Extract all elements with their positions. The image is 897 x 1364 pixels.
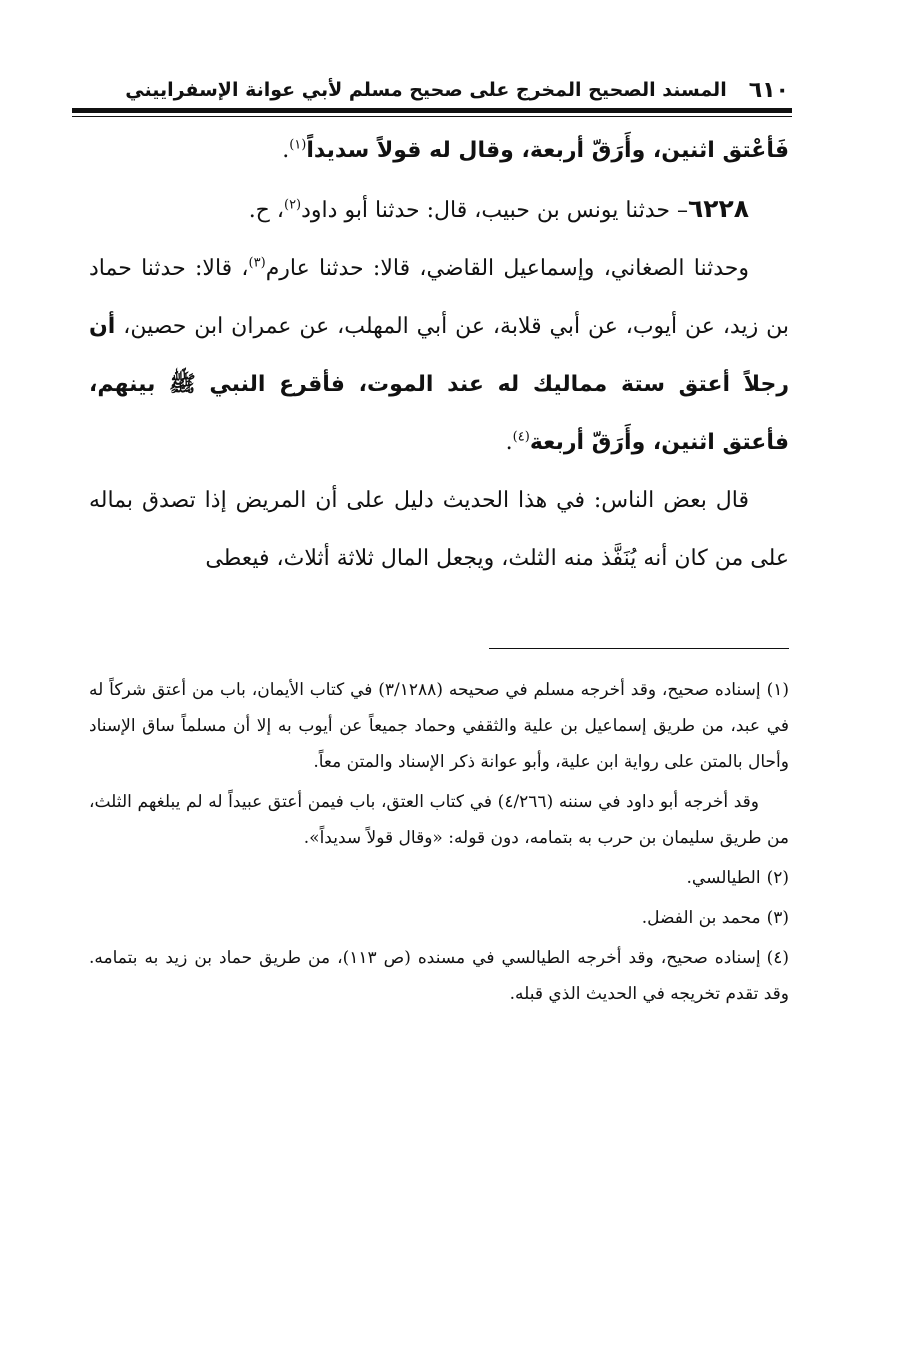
footnote-3-text: محمد بن الفضل. [641,908,761,928]
footnote-1-continuation: وقد أخرجه أبو داود في سننه (٤/٢٦٦) في كتاب العتق، باب فيمن أعتق عبيداً له لم يبلغهم الثلث، من طريق سليمان بن حرب به بتمامه، دون قوله: «وقال قولاً سديداً». [89,792,789,848]
footnote-3-label: (٣) [766,908,789,928]
paragraph-3-bold: أن رجلاً أعتق ستة مماليك له عند الموت، فأقرع النبي ﷺ بينهم، فأعتق اثنين، وأَرَقّ أربعة [89,314,789,455]
footnote-separator [489,648,789,649]
paragraph-3-text-b: ، قالا: حدثنا حماد بن زيد، عن أيوب، عن أبي قلابة، عن أبي المهلب، عن عمران ابن حصين، [89,256,789,339]
footnote-4-label: (٤) [766,948,789,968]
footnote-2-text: الطيالسي. [686,868,761,888]
footnote-1-label: (١) [766,680,789,700]
footnote-3 [89,900,789,936]
footnote-1 [89,672,789,780]
footnote-1-text: إسناده صحيح، وقد أخرجه مسلم في صحيحه (٣/١٢٨٨) في كتاب الأيمان، باب من أعتق شركاً له في عبد، من طريق إسماعيل بن علية والثقفي وحماد جميعاً عن أيوب به إلا أن مسلماً ساق الإسناد وأحال بالمتن على رواية ابن علية، وأبو عوانة ذكر الإسناد والمتن معاً. [89,680,789,772]
running-title: المسند الصحيح المخرج على صحيح مسلم لأبي عوانة الإسفراييني [125,79,727,101]
footnotes [89,672,789,1016]
paragraph-3-end: . [505,430,513,455]
footnote-ref-2: (٢) [283,197,302,213]
paragraph-1 [89,122,789,180]
paragraph-1-end: . [282,138,290,163]
main-text [89,122,789,588]
footnote-ref-3: (٣) [248,255,266,271]
paragraph-4: قال بعض الناس: في هذا الحديث دليل على أن المريض إذا تصدق بماله على من كان أنه يُنَفَّذ منه الثلث، ويجعل المال ثلاثة أثلاث، فيعطى [89,488,789,571]
page-header [99,72,789,108]
footnote-ref-4: (٤) [512,429,530,445]
footnote-4-text: إسناده صحيح، وقد أخرجه الطيالسي في مسنده (ص ١١٣)، من طريق حماد بن زيد به بتمامه. وقد تقدم تخريجه في الحديث الذي قبله. [89,948,789,1004]
paragraph-3 [89,240,789,472]
page-number: ٦١٠ [748,77,789,103]
footnote-ref-1: (١) [289,137,307,153]
hadith-text-bold: فَأعْتق اثنين، وأَرَقّ أربعة، وقال له قولاً سديداً [306,138,789,163]
footnote-4 [89,940,789,1012]
header-rule-thin [72,116,792,117]
paragraph-3-text-a: وحدثنا الصغاني، وإسماعيل القاضي، قالا: حدثنا عارم [265,256,749,281]
paragraph-2 [89,180,789,240]
paragraph-2-text-a: – حدثنا يونس بن حبيب، قال: حدثنا أبو داود [301,198,688,223]
paragraph-2-text-b: ، ح. [248,198,284,223]
hadith-number: ٦٢٢٨ [687,194,749,223]
footnote-2 [89,860,789,896]
footnote-2-label: (٢) [766,868,789,888]
header-rule-thick [72,108,792,113]
